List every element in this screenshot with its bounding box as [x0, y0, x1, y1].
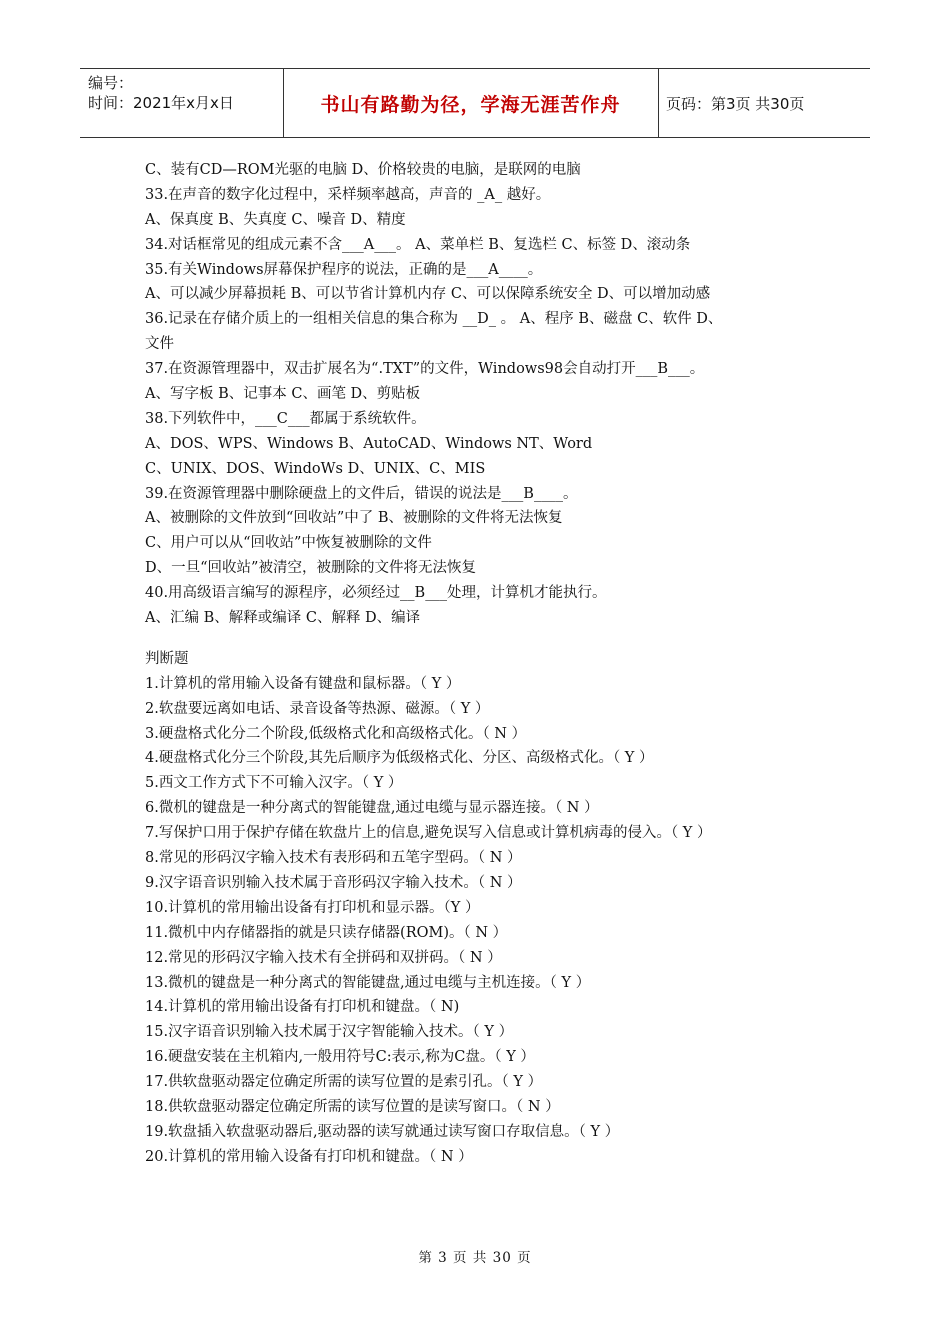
- question-line: 36.记录在存储介质上的一组相关信息的集合称为 __D_ 。 A、程序 B、磁盘 C、软件 D、: [145, 311, 723, 328]
- judgement-item: 16.硬盘安装在主机箱内,一般用符号C:表示,称为C盘。（ Y ）: [145, 1049, 535, 1066]
- judgement-item: 15.汉字语音识别输入技术属于汉字智能输入技术。（ Y ）: [145, 1024, 514, 1041]
- question-line: 37.在资源管理器中，双击扩展名为“.TXT”的文件，Windows98会自动打开___B___。: [145, 361, 705, 378]
- question-line: C、UNIX、DOS、WindoWs D、UNIX、C、MIS: [145, 460, 486, 477]
- question-line: A、DOS、WPS、Windows B、AutoCAD、Windows NT、Word: [145, 435, 593, 452]
- judgement-item: 6.微机的键盘是一种分离式的智能键盘,通过电缆与显示器连接。（ N ）: [145, 800, 599, 817]
- judgement-item: 11.微机中内存储器指的就是只读存储器(ROM)。（ N ）: [145, 924, 508, 941]
- judgement-item: 8.常见的形码汉字输入技术有表形码和五笔字型码。（ N ）: [145, 850, 522, 867]
- judgement-item: 5.西文工作方式下不可输入汉字。（ Y ）: [145, 775, 403, 792]
- question-line: 40.用高级语言编写的源程序，必须经过__B___处理，计算机才能执行。: [145, 585, 607, 602]
- question-line: D、一旦“回收站”被清空，被删除的文件将无法恢复: [145, 560, 476, 577]
- header-divider-right: [658, 69, 659, 137]
- question-line: 35.有关Windows屏幕保护程序的说法，正确的是___A____。: [145, 261, 543, 278]
- question-line: 34.对话框常见的组成元素不含___A___。 A、菜单栏 B、复选栏 C、标签 D、滚动条: [145, 236, 691, 253]
- question-line: 38.下列软件中，___C___都属于系统软件。: [145, 410, 426, 427]
- page-content: [145, 158, 810, 1170]
- section-gap: [145, 631, 810, 647]
- judgement-item: 9.汉字语音识别输入技术属于音形码汉字输入技术。（ N ）: [145, 874, 522, 891]
- question-line: A、保真度 B、失真度 C、噪音 D、精度: [145, 211, 406, 228]
- judgement-item: 19.软盘插入软盘驱动器后,驱动器的读写就通过读写窗口存取信息。（ Y ）: [145, 1123, 620, 1140]
- question-line: C、用户可以从“回收站”中恢复被删除的文件: [145, 535, 432, 552]
- judgement-item: 2.软盘要远离如电话、录音设备等热源、磁源。（ Y ）: [145, 700, 490, 717]
- judgement-item: 7.写保护口用于保护存储在软盘片上的信息,避免误写入信息或计算机病毒的侵入。（ Y ）: [145, 825, 712, 842]
- question-line: 39.在资源管理器中删除硬盘上的文件后，错误的说法是___B____。: [145, 485, 578, 502]
- judgement-item: 20.计算机的常用输入设备有打印机和键盘。（ N ）: [145, 1148, 473, 1165]
- header-meta: [88, 73, 278, 113]
- question-line: 文件: [145, 336, 174, 353]
- judgement-item: 17.供软盘驱动器定位确定所需的读写位置的是索引孔。（ Y ）: [145, 1074, 543, 1091]
- question-line: A、汇编 B、解释或编译 C、解释 D、编译: [145, 610, 421, 627]
- judgement-item: 12.常见的形码汉字输入技术有全拼码和双拼码。（ N ）: [145, 949, 502, 966]
- judgement-item: 10.计算机的常用输出设备有打印机和显示器。（Y ）: [145, 899, 480, 916]
- doc-time: 时间：2021年x月x日: [88, 94, 234, 112]
- page-header: [80, 68, 870, 138]
- question-line: A、可以减少屏幕损耗 B、可以节省计算机内存 C、可以保障系统安全 D、可以增加动感: [145, 286, 711, 303]
- judgement-item: 1.计算机的常用输入设备有键盘和鼠标器。（ Y ）: [145, 675, 461, 692]
- judgement-item: 18.供软盘驱动器定位确定所需的读写位置的是读写窗口。（ N ）: [145, 1098, 560, 1115]
- question-line: 33.在声音的数字化过程中，采样频率越高，声音的 _A_ 越好。: [145, 186, 551, 203]
- doc-code-label: 编号：: [88, 74, 134, 92]
- question-line: C、装有CD—ROM光驱的电脑 D、价格较贵的电脑，是联网的电脑: [145, 162, 581, 178]
- header-motto: 书山有路勤为径，学海无涯苦作舟: [320, 93, 621, 116]
- judgement-item: 13.微机的键盘是一种分离式的智能键盘,通过电缆与主机连接。（ Y ）: [145, 974, 591, 991]
- header-page-info: 页码：第3页 共30页: [666, 95, 805, 113]
- question-line: A、写字板 B、记事本 C、画笔 D、剪贴板: [145, 386, 421, 403]
- question-line: A、被删除的文件放到“回收站”中了 B、被删除的文件将无法恢复: [145, 510, 563, 527]
- page-footer: 第 3 页 共 30 页: [418, 1250, 532, 1266]
- judgement-item: 4.硬盘格式化分三个阶段,其先后顺序为低级格式化、分区、高级格式化。（ Y ）: [145, 750, 654, 767]
- section-title: 判断题: [145, 650, 189, 667]
- judgement-item: 14.计算机的常用输出设备有打印机和键盘。（ N): [145, 999, 460, 1016]
- judgement-item: 3.硬盘格式化分二个阶段,低级格式化和高级格式化。（ N ）: [145, 725, 527, 742]
